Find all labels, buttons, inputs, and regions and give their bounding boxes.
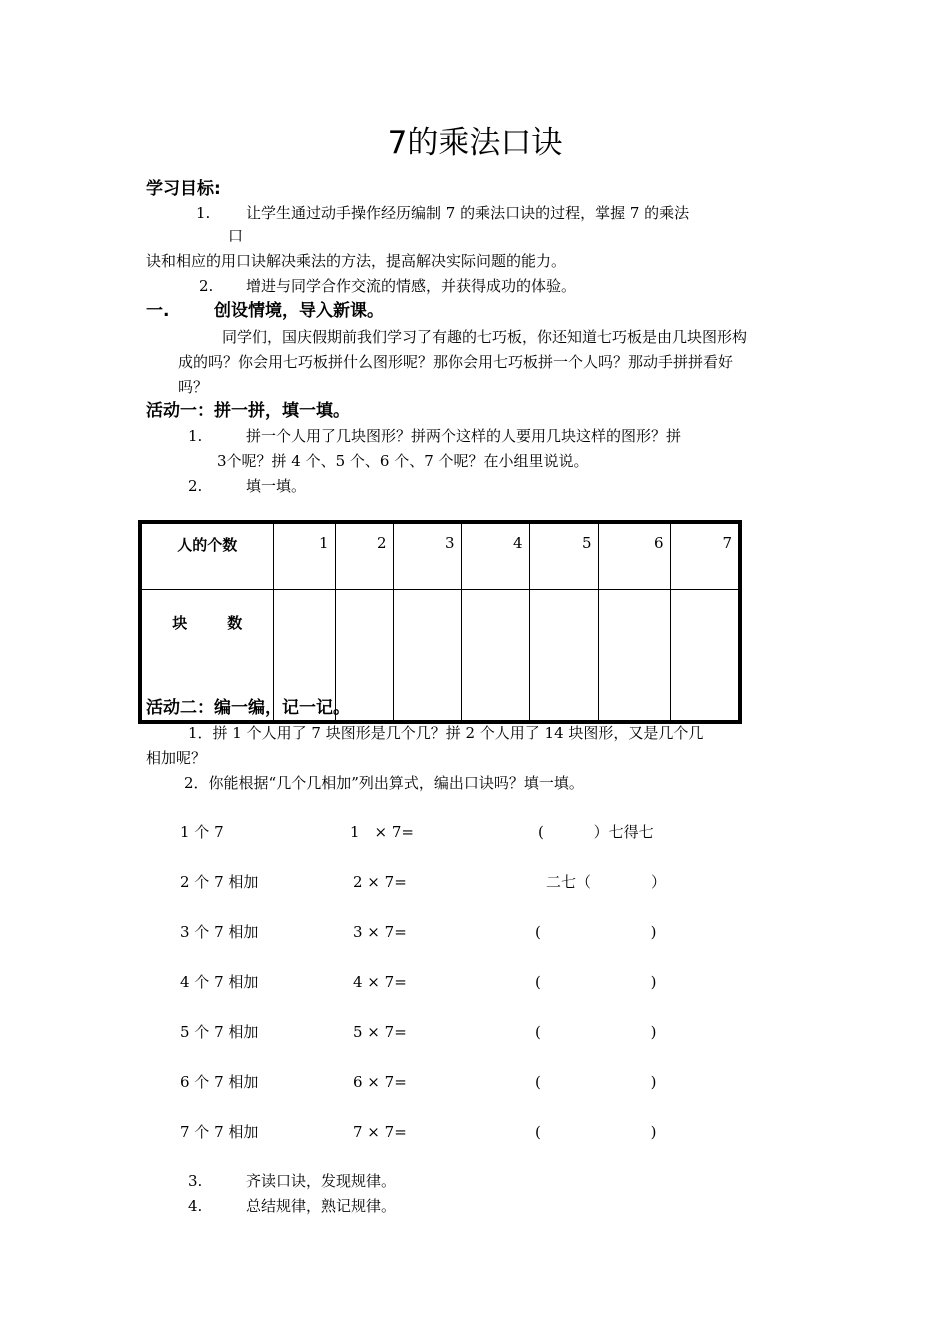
blocks-answer-cell[interactable]	[393, 590, 461, 723]
fill-in-table	[138, 520, 742, 724]
rhyme-blank: ( )	[535, 973, 657, 991]
equation: 3 × 7=	[353, 923, 407, 941]
section-1-line-2: 成的吗？你会用七巧板拼什么图形呢？那你会用七巧板拼一个人吗？那动手拼拼看好	[178, 353, 734, 371]
activity-1-item-2-text: 填一填。	[246, 477, 307, 495]
rhyme-blank: ( )	[535, 1023, 657, 1041]
sum-label: 1 个 7	[180, 823, 224, 841]
goal-2-number: 2.	[199, 277, 214, 295]
sum-label: 4 个 7 相加	[180, 973, 259, 991]
people-count-cell: 7	[670, 522, 740, 590]
goal-2-text: 增进与同学合作交流的情感，并获得成功的体验。	[246, 277, 577, 295]
rhyme-blank: ( )	[535, 1073, 657, 1091]
section-1-number: 一.	[146, 301, 170, 321]
page-title: 7的乘法口诀	[387, 125, 563, 161]
activity-2-item-3-number: 3.	[188, 1172, 203, 1190]
section-1-line-1: 同学们，国庆假期前我们学习了有趣的七巧板，你还知道七巧板是由几块图形构	[222, 328, 748, 346]
sum-label: 5 个 7 相加	[180, 1023, 259, 1041]
equation: 1 × 7=	[350, 823, 414, 841]
sum-label: 3 个 7 相加	[180, 923, 259, 941]
equation: 6 × 7=	[353, 1073, 407, 1091]
activity-2-question-2: 2．你能根据“几个几相加”列出算式，编出口诀吗？填一填。	[184, 774, 584, 792]
equation: 7 × 7=	[353, 1123, 407, 1141]
people-count-header: 人的个数	[140, 522, 273, 590]
people-count-cell: 1	[273, 522, 335, 590]
activity-2-question-1-line-1: 1．拼 1 个人用了 7 块图形是几个几？拼 2 个人用了 14 块图形，又是几个几	[188, 724, 704, 742]
section-1-heading: 创设情境，导入新课。	[214, 301, 384, 321]
rhyme-blank: ( )	[535, 923, 657, 941]
people-count-cell: 2	[335, 522, 393, 590]
blocks-header-b: 数	[227, 614, 243, 632]
activity-1-item-1-line-1: 拼一个人用了几块图形？拼两个这样的人要用几块这样的图形？拼	[246, 427, 682, 445]
blocks-answer-cell[interactable]	[670, 590, 740, 723]
equation: 5 × 7=	[353, 1023, 407, 1041]
people-count-cell: 6	[598, 522, 670, 590]
sum-label: 7 个 7 相加	[180, 1123, 259, 1141]
activity-2-item-3-text: 齐读口诀，发现规律。	[246, 1172, 397, 1190]
rhyme-blank: 二七（ ）	[546, 873, 667, 891]
activity-1-heading: 活动一：拼一拼，填一填。	[146, 401, 350, 421]
equation: 2 × 7=	[353, 873, 407, 891]
goal-1-number: 1.	[196, 204, 211, 222]
blocks-header-a: 块	[172, 614, 188, 632]
table-row-people	[140, 522, 740, 590]
goal-1-line-2: 口	[228, 227, 244, 245]
sum-label: 2 个 7 相加	[180, 873, 259, 891]
blocks-answer-cell[interactable]	[461, 590, 529, 723]
activity-2-item-4-number: 4.	[188, 1197, 203, 1215]
people-count-cell: 3	[393, 522, 461, 590]
blocks-answer-cell[interactable]	[598, 590, 670, 723]
activity-1-item-1-line-2: 3个呢？拼 4 个、5 个、6 个、7 个呢？在小组里说说。	[217, 452, 589, 470]
sum-label: 6 个 7 相加	[180, 1073, 259, 1091]
people-count-cell: 5	[529, 522, 598, 590]
people-count-cell: 4	[461, 522, 529, 590]
activity-2-question-1-line-2: 相加呢？	[146, 749, 207, 767]
activity-2-heading: 活动二：编一编，记一记。	[146, 698, 350, 718]
goals-heading: 学习目标:	[146, 179, 221, 199]
goal-1-line-3: 诀和相应的用口诀解决乘法的方法，提高解决实际问题的能力。	[146, 252, 567, 270]
activity-2-item-4-text: 总结规律，熟记规律。	[246, 1197, 397, 1215]
blocks-answer-cell[interactable]	[529, 590, 598, 723]
activity-1-item-1-number: 1.	[188, 427, 203, 445]
activity-1-item-2-number: 2.	[188, 477, 203, 495]
goal-1-line-1	[246, 206, 806, 221]
equation: 4 × 7=	[353, 973, 407, 991]
rhyme-blank: ( )	[535, 1123, 657, 1141]
rhyme-blank: ( ）七得七	[538, 823, 654, 841]
section-1-line-3: 吗？	[178, 378, 209, 396]
goal-1-line-1-text: 让学生通过动手操作经历编制 7 的乘法口诀的过程，掌握 7 的乘法	[246, 204, 690, 222]
